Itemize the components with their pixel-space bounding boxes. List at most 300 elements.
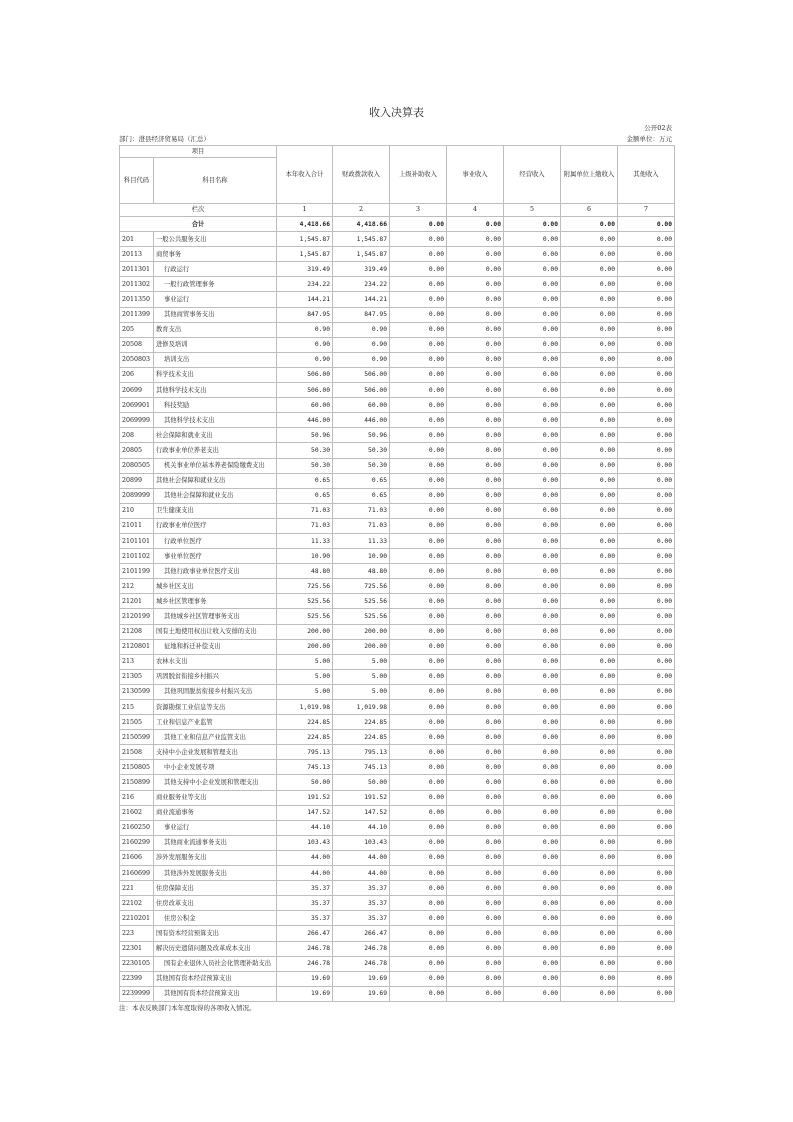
amount-cell: 0.00 [618, 881, 675, 896]
subject-code: 2160299 [120, 835, 154, 850]
amount-cell: 0.00 [618, 352, 675, 367]
amount-cell: 224.85 [333, 730, 390, 745]
amount-cell: 266.47 [333, 926, 390, 941]
amount-cell: 0.00 [447, 292, 504, 307]
amount-cell: 200.00 [333, 639, 390, 654]
amount-cell: 0.00 [504, 518, 561, 533]
table-row [120, 307, 675, 322]
amount-cell: 0.00 [561, 850, 618, 865]
amount-cell: 0.00 [390, 367, 447, 382]
table-row [120, 760, 675, 775]
amount-cell: 0.00 [618, 941, 675, 956]
amount-cell: 0.00 [447, 549, 504, 564]
amount-cell: 0.00 [390, 926, 447, 941]
subject-name: 国有土地使用权出让收入安排的支出 [154, 624, 277, 639]
amount-cell: 0.00 [504, 322, 561, 337]
amount-cell: 0.00 [390, 458, 447, 473]
col-header-4: 事业收入 [447, 146, 504, 204]
amount-cell: 0.00 [390, 624, 447, 639]
amount-cell: 0.00 [561, 443, 618, 458]
amount-cell: 0.00 [390, 292, 447, 307]
amount-cell: 200.00 [333, 624, 390, 639]
amount-cell: 1,545.87 [333, 232, 390, 247]
amount-cell: 0.00 [447, 790, 504, 805]
amount-cell: 103.43 [277, 835, 333, 850]
amount-cell: 446.00 [277, 413, 333, 428]
amount-cell: 5.00 [333, 669, 390, 684]
subject-name: 住房公积金 [154, 911, 277, 926]
form-number-line [119, 123, 674, 134]
table-row [120, 262, 675, 277]
amount-cell: 0.00 [390, 956, 447, 971]
amount-cell: 0.00 [504, 473, 561, 488]
total-value-2: 4,418.66 [333, 217, 390, 232]
subject-name: 资源勘探工业信息等支出 [154, 700, 277, 715]
subject-name: 教育支出 [154, 322, 277, 337]
amount-cell: 0.00 [447, 654, 504, 669]
amount-cell: 0.00 [504, 488, 561, 503]
amount-cell: 0.00 [504, 413, 561, 428]
amount-cell: 0.00 [504, 971, 561, 986]
amount-cell: 0.00 [561, 428, 618, 443]
amount-cell: 0.00 [504, 383, 561, 398]
amount-cell: 0.00 [561, 609, 618, 624]
amount-cell: 0.00 [504, 564, 561, 579]
amount-cell: 0.00 [561, 956, 618, 971]
amount-cell: 0.00 [390, 850, 447, 865]
amount-cell: 0.00 [447, 730, 504, 745]
amount-cell: 0.90 [277, 337, 333, 352]
amount-cell: 19.69 [277, 986, 333, 1001]
amount-cell: 0.00 [390, 805, 447, 820]
amount-cell: 0.00 [618, 624, 675, 639]
amount-cell: 0.00 [618, 986, 675, 1001]
amount-cell: 0.00 [561, 518, 618, 533]
subject-code: 215 [120, 700, 154, 715]
row-index-3: 3 [390, 204, 447, 217]
amount-cell: 0.00 [390, 654, 447, 669]
amount-cell: 0.00 [504, 458, 561, 473]
amount-cell: 0.00 [504, 639, 561, 654]
amount-cell: 725.56 [277, 579, 333, 594]
amount-cell: 234.22 [333, 277, 390, 292]
amount-cell: 0.00 [561, 413, 618, 428]
amount-cell: 35.37 [277, 881, 333, 896]
amount-cell: 19.69 [333, 986, 390, 1001]
amount-cell: 446.00 [333, 413, 390, 428]
subject-code: 20899 [120, 473, 154, 488]
table-row [120, 428, 675, 443]
amount-cell: 0.00 [561, 624, 618, 639]
amount-cell: 1,019.98 [333, 700, 390, 715]
subject-name: 商贸事务 [154, 247, 277, 262]
amount-cell: 0.00 [390, 775, 447, 790]
amount-cell: 0.00 [504, 247, 561, 262]
amount-cell: 0.00 [561, 911, 618, 926]
amount-cell: 246.78 [277, 956, 333, 971]
subject-code: 223 [120, 926, 154, 941]
subject-name: 科技奖励 [154, 398, 277, 413]
subject-name: 征地和拆迁补偿支出 [154, 639, 277, 654]
subject-name: 社会保障和就业支出 [154, 428, 277, 443]
amount-cell: 0.00 [390, 986, 447, 1001]
amount-cell: 0.00 [618, 292, 675, 307]
amount-cell: 0.00 [504, 986, 561, 1001]
subject-code: 206 [120, 367, 154, 382]
amount-cell: 35.37 [333, 881, 390, 896]
amount-cell: 0.00 [504, 594, 561, 609]
table-row [120, 896, 675, 911]
amount-cell: 0.00 [618, 835, 675, 850]
table-row [120, 624, 675, 639]
amount-cell: 0.00 [561, 579, 618, 594]
amount-cell: 0.00 [447, 277, 504, 292]
amount-cell: 246.78 [277, 941, 333, 956]
amount-cell: 795.13 [277, 745, 333, 760]
amount-cell: 0.00 [561, 247, 618, 262]
amount-cell: 0.00 [504, 533, 561, 548]
amount-cell: 0.00 [618, 337, 675, 352]
amount-cell: 144.21 [277, 292, 333, 307]
amount-cell: 0.00 [447, 337, 504, 352]
subject-code: 20805 [120, 443, 154, 458]
amount-cell: 0.00 [618, 307, 675, 322]
amount-cell: 0.00 [618, 715, 675, 730]
amount-cell: 0.00 [390, 488, 447, 503]
amount-cell: 0.00 [447, 518, 504, 533]
amount-cell: 0.00 [447, 594, 504, 609]
amount-cell: 0.00 [390, 911, 447, 926]
amount-cell: 0.00 [561, 307, 618, 322]
amount-cell: 0.00 [390, 413, 447, 428]
amount-cell: 50.96 [277, 428, 333, 443]
subject-code: 210 [120, 503, 154, 518]
amount-cell: 0.00 [447, 322, 504, 337]
amount-cell: 191.52 [277, 790, 333, 805]
amount-cell: 0.00 [618, 820, 675, 835]
department-label: 部门：澄县经济贸易局（汇总） [119, 135, 210, 143]
table-row [120, 850, 675, 865]
amount-cell: 0.00 [390, 866, 447, 881]
subject-code: 216 [120, 790, 154, 805]
subject-name: 行政事业单位养老支出 [154, 443, 277, 458]
table-row [120, 337, 675, 352]
amount-cell: 0.65 [277, 473, 333, 488]
table-row [120, 564, 675, 579]
amount-cell: 0.00 [561, 896, 618, 911]
amount-cell: 0.00 [390, 941, 447, 956]
amount-cell: 525.56 [333, 609, 390, 624]
table-row [120, 956, 675, 971]
row-index-5: 5 [504, 204, 561, 217]
amount-cell: 0.00 [618, 367, 675, 382]
amount-cell: 5.00 [277, 654, 333, 669]
amount-cell: 0.00 [561, 458, 618, 473]
amount-cell: 44.00 [333, 850, 390, 865]
table-row [120, 639, 675, 654]
subject-name: 一般行政管理事务 [154, 277, 277, 292]
amount-cell: 48.80 [277, 564, 333, 579]
amount-cell: 0.00 [561, 639, 618, 654]
subject-name: 其他国有资本经营预算支出 [154, 986, 277, 1001]
amount-cell: 71.03 [277, 503, 333, 518]
table-row [120, 292, 675, 307]
amount-cell: 0.00 [390, 518, 447, 533]
amount-cell: 0.00 [447, 458, 504, 473]
amount-cell: 0.00 [561, 383, 618, 398]
amount-cell: 200.00 [277, 639, 333, 654]
col-header-5: 经营收入 [504, 146, 561, 204]
amount-cell: 246.78 [333, 956, 390, 971]
subject-code: 213 [120, 654, 154, 669]
amount-cell: 0.00 [447, 775, 504, 790]
amount-cell: 44.10 [277, 820, 333, 835]
amount-cell: 200.00 [277, 624, 333, 639]
table-row [120, 971, 675, 986]
subject-name: 国有资本经营预算支出 [154, 926, 277, 941]
amount-cell: 0.00 [561, 730, 618, 745]
subject-code: 2160250 [120, 820, 154, 835]
amount-cell: 0.00 [504, 654, 561, 669]
amount-cell: 0.00 [561, 775, 618, 790]
table-row [120, 579, 675, 594]
total-value-6: 0.00 [561, 217, 618, 232]
amount-cell: 745.13 [333, 760, 390, 775]
row-index-2: 2 [333, 204, 390, 217]
table-row [120, 518, 675, 533]
amount-cell: 0.00 [618, 247, 675, 262]
amount-cell: 0.00 [561, 533, 618, 548]
table-row [120, 383, 675, 398]
subject-name: 其他行政事业单位医疗支出 [154, 564, 277, 579]
subject-name: 机关事业单位基本养老保险缴费支出 [154, 458, 277, 473]
income-table [119, 145, 675, 1002]
amount-cell: 0.00 [561, 881, 618, 896]
subject-code: 2011350 [120, 292, 154, 307]
amount-cell: 0.00 [390, 896, 447, 911]
col-header-1: 本年收入合计 [277, 146, 333, 204]
amount-cell: 0.00 [618, 669, 675, 684]
amount-cell: 0.00 [447, 443, 504, 458]
subject-code: 212 [120, 579, 154, 594]
table-row [120, 820, 675, 835]
subject-name: 城乡社区支出 [154, 579, 277, 594]
amount-cell: 0.65 [333, 473, 390, 488]
amount-cell: 10.90 [277, 549, 333, 564]
amount-cell: 0.00 [618, 262, 675, 277]
amount-cell: 0.00 [504, 398, 561, 413]
amount-cell: 0.00 [447, 473, 504, 488]
amount-cell: 0.00 [561, 805, 618, 820]
amount-cell: 19.69 [333, 971, 390, 986]
subject-name: 事业运行 [154, 820, 277, 835]
amount-cell: 0.00 [504, 262, 561, 277]
amount-cell: 0.00 [504, 926, 561, 941]
amount-cell: 0.65 [333, 488, 390, 503]
amount-cell: 0.00 [504, 684, 561, 699]
amount-cell: 0.00 [561, 322, 618, 337]
amount-cell: 0.00 [447, 503, 504, 518]
table-row [120, 986, 675, 1001]
total-value-3: 0.00 [390, 217, 447, 232]
amount-cell: 5.00 [277, 684, 333, 699]
col-header-6: 附属单位上缴收入 [561, 146, 618, 204]
amount-cell: 191.52 [333, 790, 390, 805]
amount-cell: 0.00 [447, 247, 504, 262]
amount-cell: 0.00 [561, 986, 618, 1001]
amount-cell: 50.30 [333, 443, 390, 458]
table-note: 注：本表反映部门本年度取得的各项收入情况。 [119, 1003, 256, 1012]
subject-name: 其他支持中小企业发展和管理支出 [154, 775, 277, 790]
table-row [120, 684, 675, 699]
unit-label: 金额单位：万元 [626, 135, 672, 143]
subject-code: 2120199 [120, 609, 154, 624]
total-label: 合计 [120, 217, 277, 232]
amount-cell: 0.00 [561, 835, 618, 850]
amount-cell: 0.00 [504, 579, 561, 594]
amount-cell: 0.00 [390, 745, 447, 760]
amount-cell: 0.00 [447, 352, 504, 367]
amount-cell: 5.00 [333, 684, 390, 699]
amount-cell: 0.00 [561, 684, 618, 699]
amount-cell: 0.00 [447, 383, 504, 398]
amount-cell: 0.00 [447, 684, 504, 699]
subject-code: 2150599 [120, 730, 154, 745]
amount-cell: 0.00 [504, 337, 561, 352]
amount-cell: 48.80 [333, 564, 390, 579]
subject-code: 21011 [120, 518, 154, 533]
amount-cell: 0.00 [561, 232, 618, 247]
subject-code: 21602 [120, 805, 154, 820]
amount-cell: 0.00 [618, 594, 675, 609]
amount-cell: 0.00 [618, 383, 675, 398]
page-title: 收入决算表 [369, 106, 424, 119]
amount-cell: 0.00 [447, 971, 504, 986]
amount-cell: 0.90 [333, 352, 390, 367]
amount-cell: 0.00 [561, 367, 618, 382]
subject-code: 2011302 [120, 277, 154, 292]
row-index-label: 栏次 [120, 204, 277, 217]
amount-cell: 0.00 [504, 866, 561, 881]
table-row [120, 413, 675, 428]
amount-cell: 0.00 [561, 745, 618, 760]
subject-name: 其他科学技术支出 [154, 383, 277, 398]
amount-cell: 0.00 [561, 564, 618, 579]
subject-name: 其他商业流通事务支出 [154, 835, 277, 850]
amount-cell: 0.00 [447, 805, 504, 820]
amount-cell: 0.00 [561, 971, 618, 986]
amount-cell: 0.00 [504, 896, 561, 911]
amount-cell: 0.00 [504, 700, 561, 715]
subject-name: 培训支出 [154, 352, 277, 367]
amount-cell: 0.90 [277, 352, 333, 367]
income-statement-sheet [119, 103, 674, 1014]
table-row [120, 866, 675, 881]
amount-cell: 0.00 [390, 337, 447, 352]
amount-cell: 0.00 [618, 488, 675, 503]
amount-cell: 0.00 [504, 624, 561, 639]
subject-name: 住房改革支出 [154, 896, 277, 911]
amount-cell: 0.00 [618, 790, 675, 805]
amount-cell: 1,019.98 [277, 700, 333, 715]
amount-cell: 0.00 [447, 564, 504, 579]
amount-cell: 0.00 [618, 730, 675, 745]
amount-cell: 319.49 [333, 262, 390, 277]
amount-cell: 234.22 [277, 277, 333, 292]
amount-cell: 0.00 [618, 805, 675, 820]
amount-cell: 0.00 [447, 926, 504, 941]
amount-cell: 0.00 [390, 232, 447, 247]
amount-cell: 0.00 [561, 549, 618, 564]
amount-cell: 0.00 [504, 307, 561, 322]
amount-cell: 0.00 [390, 790, 447, 805]
subject-code: 2210201 [120, 911, 154, 926]
amount-cell: 0.00 [561, 352, 618, 367]
table-row [120, 745, 675, 760]
subject-code: 2239999 [120, 986, 154, 1001]
total-row [120, 217, 675, 232]
total-value-4: 0.00 [447, 217, 504, 232]
amount-cell: 847.95 [333, 307, 390, 322]
amount-cell: 0.00 [618, 458, 675, 473]
amount-cell: 1,545.87 [277, 232, 333, 247]
amount-cell: 50.96 [333, 428, 390, 443]
subject-code: 20699 [120, 383, 154, 398]
amount-cell: 0.00 [390, 473, 447, 488]
amount-cell: 246.78 [333, 941, 390, 956]
subject-code: 2011301 [120, 262, 154, 277]
amount-cell: 0.00 [504, 805, 561, 820]
amount-cell: 0.00 [561, 941, 618, 956]
amount-cell: 0.00 [504, 715, 561, 730]
amount-cell: 0.90 [333, 322, 390, 337]
amount-cell: 10.90 [333, 549, 390, 564]
amount-cell: 0.00 [618, 549, 675, 564]
amount-cell: 0.00 [561, 669, 618, 684]
amount-cell: 0.00 [561, 700, 618, 715]
amount-cell: 0.00 [618, 684, 675, 699]
subject-name: 科学技术支出 [154, 367, 277, 382]
amount-cell: 35.37 [333, 911, 390, 926]
amount-cell: 525.56 [277, 609, 333, 624]
amount-cell: 0.00 [447, 398, 504, 413]
amount-cell: 0.00 [390, 533, 447, 548]
table-row [120, 247, 675, 262]
amount-cell: 319.49 [277, 262, 333, 277]
subject-name: 其他社会保障和就业支出 [154, 488, 277, 503]
table-row [120, 941, 675, 956]
amount-cell: 0.00 [447, 911, 504, 926]
subject-name: 一般公共服务支出 [154, 232, 277, 247]
amount-cell: 0.00 [390, 609, 447, 624]
amount-cell: 44.00 [333, 866, 390, 881]
amount-cell: 0.00 [504, 881, 561, 896]
amount-cell: 50.30 [333, 458, 390, 473]
amount-cell: 19.69 [277, 971, 333, 986]
amount-cell: 71.03 [277, 518, 333, 533]
form-number: 公开02表 [644, 124, 672, 132]
amount-cell: 745.13 [277, 760, 333, 775]
amount-cell: 0.00 [618, 443, 675, 458]
amount-cell: 0.00 [447, 232, 504, 247]
row-index-6: 6 [561, 204, 618, 217]
table-row [120, 654, 675, 669]
amount-cell: 35.37 [333, 896, 390, 911]
table-row [120, 503, 675, 518]
amount-cell: 0.00 [618, 564, 675, 579]
amount-cell: 0.00 [504, 941, 561, 956]
table-row [120, 790, 675, 805]
